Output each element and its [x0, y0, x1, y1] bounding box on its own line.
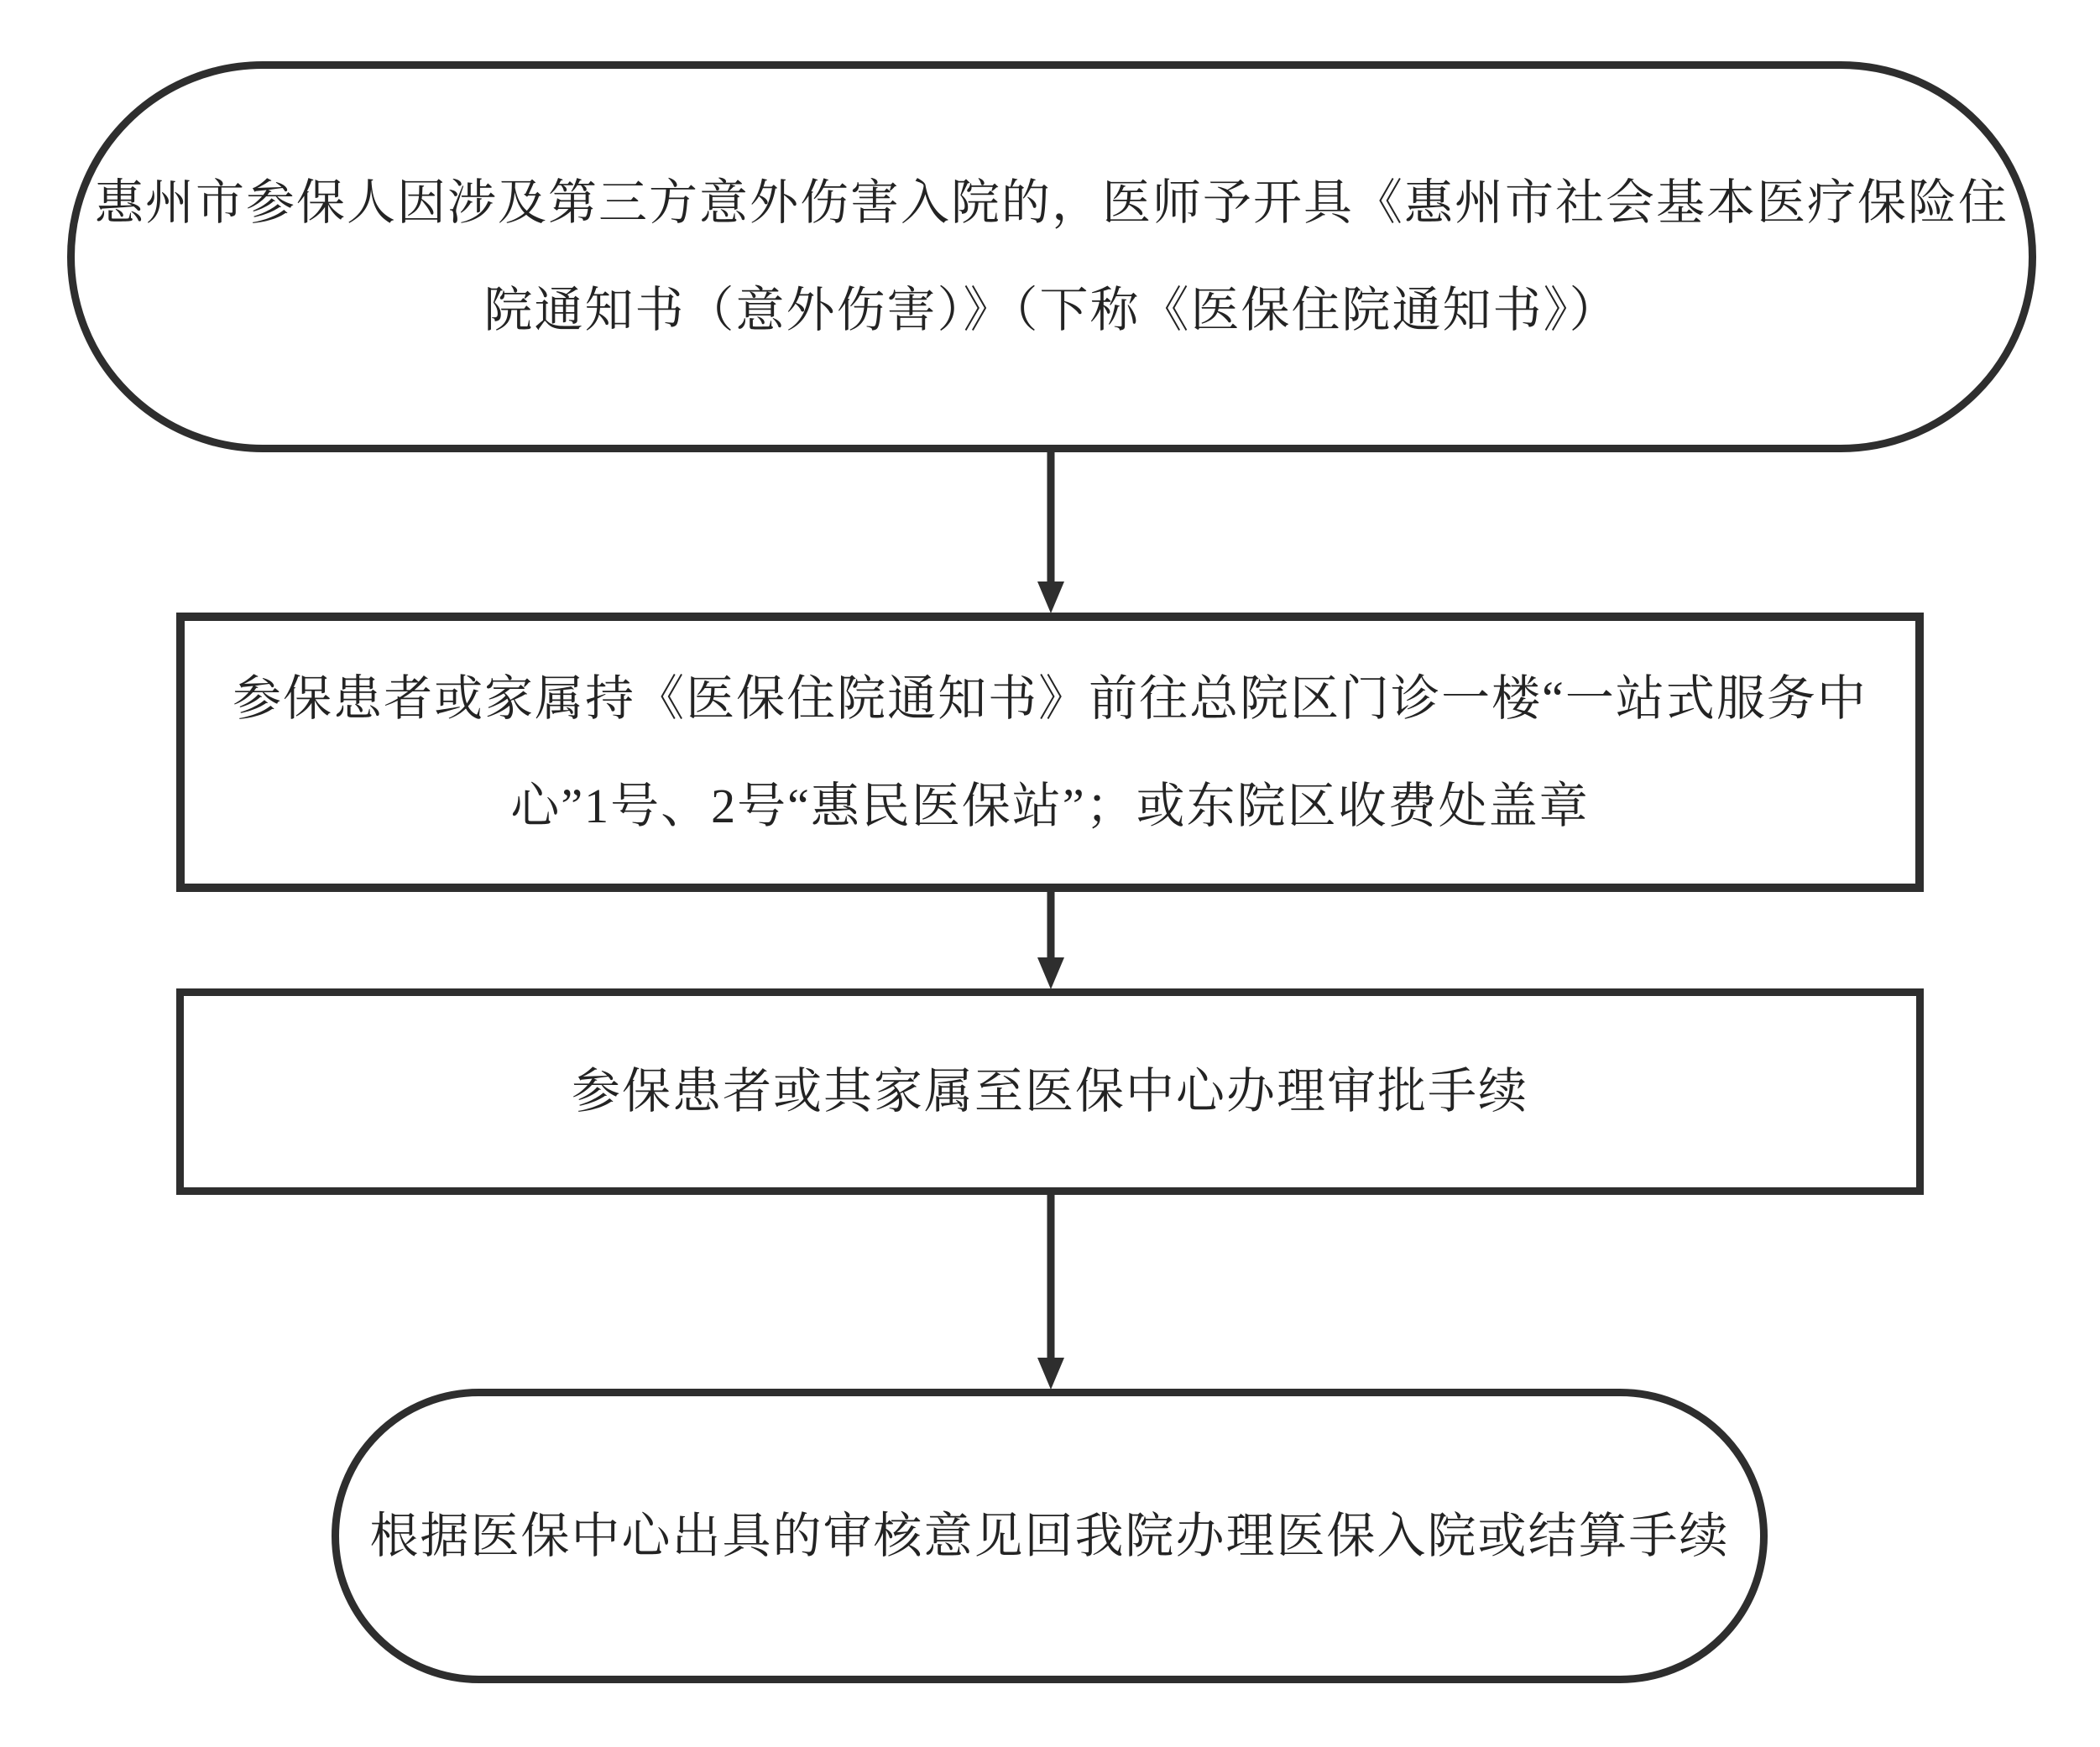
arrowhead-down-icon [1037, 581, 1064, 613]
arrowhead-down-icon [1037, 1358, 1064, 1390]
start-node-text-line-1: 惠州市参保人因涉及第三方意外伤害入院的，医师予开具《惠州市社会基本医疗保险住 [94, 175, 2009, 230]
end-node-text-line-1: 根据医保中心出具的审核意见回我院办理医保入院或结算手续 [369, 1508, 1730, 1563]
process-node-2 [176, 988, 1924, 1195]
process-node-1-text-line-1: 参保患者或家属持《医保住院通知书》前往总院区门诊一楼“一站式服务中 [232, 670, 1868, 726]
arrow-process1-to-process2 [1037, 891, 1064, 989]
arrow-start-to-process1 [1037, 451, 1064, 613]
arrow-shaft [1047, 891, 1055, 962]
arrow-shaft [1047, 1193, 1055, 1362]
start-node [67, 61, 2036, 452]
end-node [332, 1389, 1768, 1683]
arrowhead-down-icon [1037, 957, 1064, 989]
arrow-process2-to-end [1037, 1193, 1064, 1390]
process-node-1 [176, 613, 1924, 892]
start-node-text-line-2: 院通知书（意外伤害）》（下称《医保住院通知书》） [483, 283, 1620, 337]
process-node-2-text-line-1: 参保患者或其家属至医保中心办理审批手续 [571, 1064, 1528, 1119]
process-node-1-text-line-2: 心”1号、2号“惠民医保站”；或东院区收费处盖章 [510, 778, 1590, 833]
arrow-shaft [1047, 451, 1055, 586]
